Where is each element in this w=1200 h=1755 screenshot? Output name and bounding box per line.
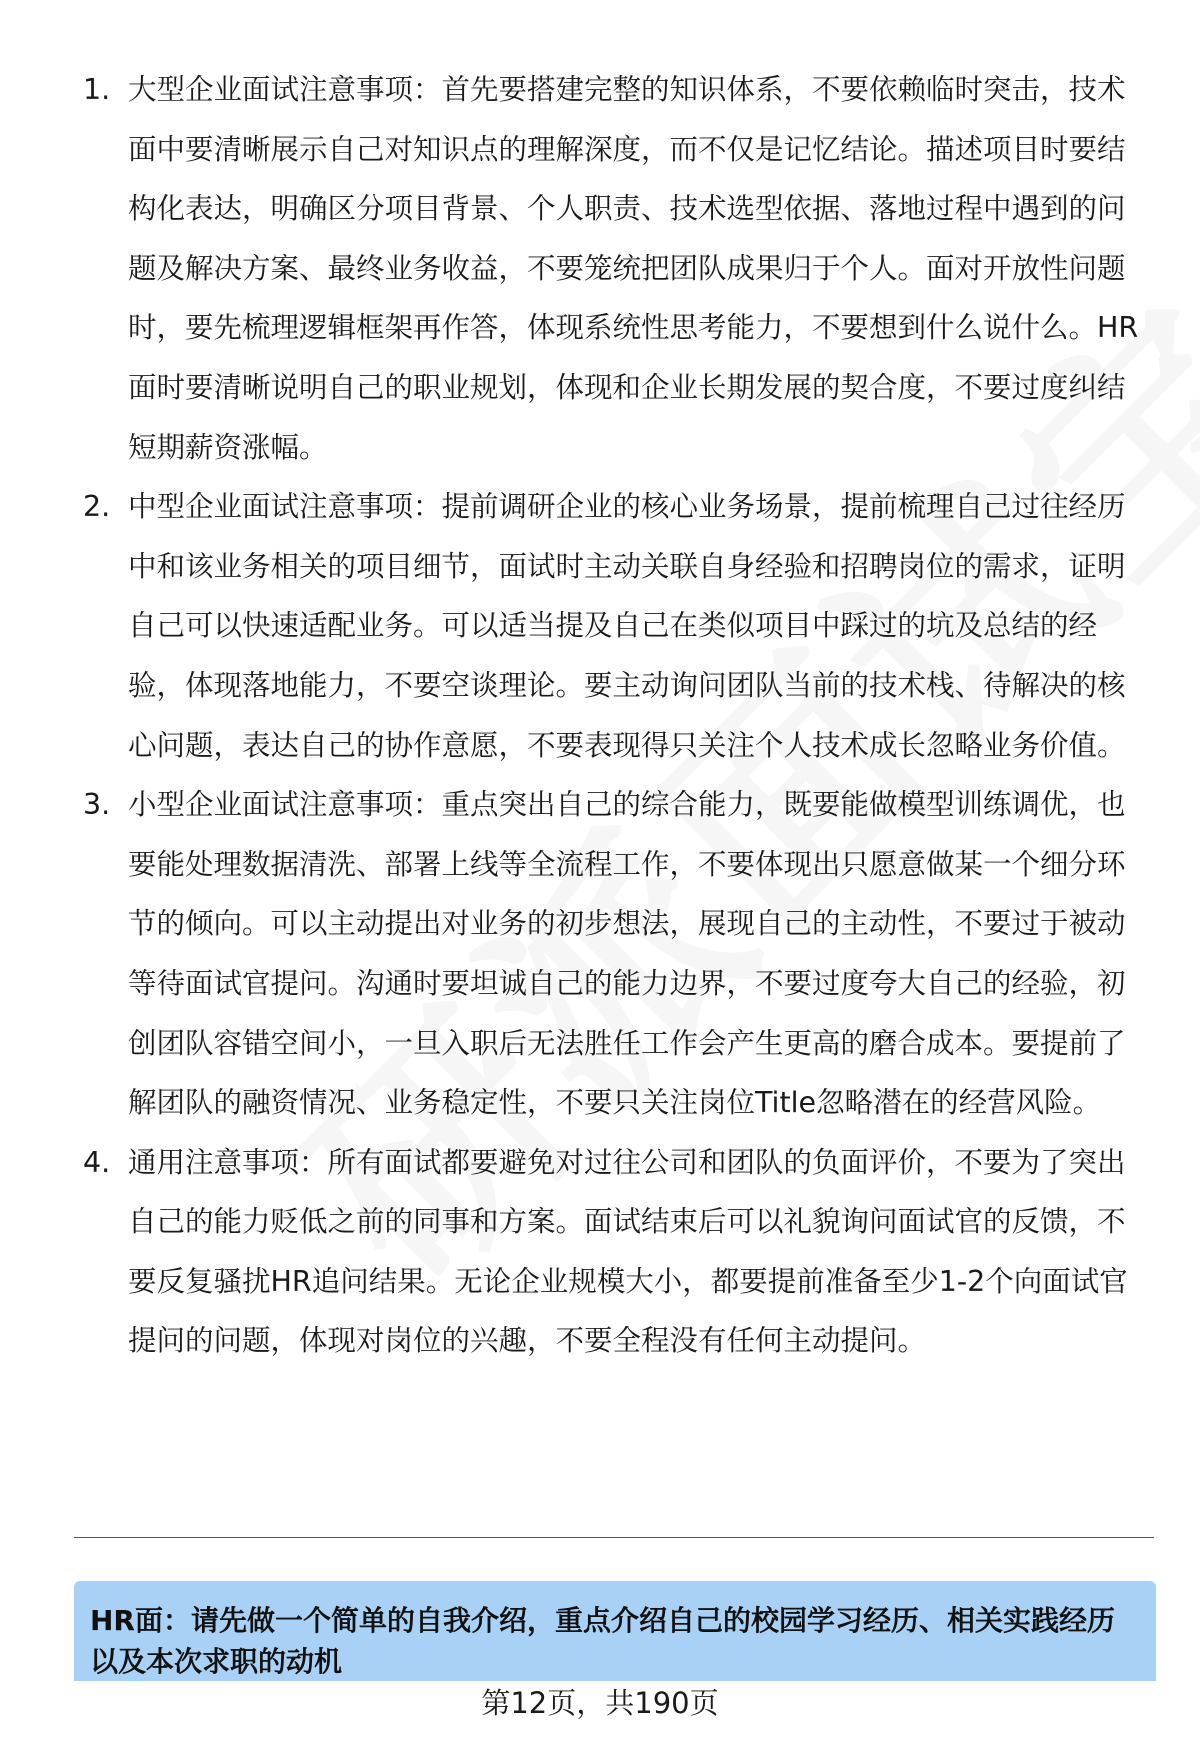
list-item-text: 中型企业面试注意事项：提前调研企业的核心业务场景，提前梳理自己过往经历中和该业务相关的项目细节，面试时主动关联自身经验和招聘岗位的需求，证明自己可以快速适配业务。可以适当提及自己在类似项目中踩过的坑及总结的经验，体现落地能力，不要空谈理论。要主动询问团队当前的技术栈、待解决的核心问题，表达自己的协作意愿，不要表现得只关注个人技术成长忽略业务价值。 [128,490,1126,762]
list-item-text: 通用注意事项：所有面试都要避免对过往公司和团队的负面评价，不要为了突出自己的能力贬低之前的同事和方案。面试结束后可以礼貌询问面试官的反馈，不要反复骚扰HR追问结果。无论企业规模大小，都要提前准备至少1-2个向面试官提问的问题，体现对岗位的兴趣，不要全程没有任何主动提问。 [128,1145,1128,1358]
list-item-number: 2. [83,490,111,524]
list-item [78,477,1148,775]
list-item-number: 4. [83,1145,111,1179]
list-item [78,60,1148,477]
list-item-text: 小型企业面试注意事项：重点突出自己的综合能力，既要能做模型训练调优，也要能处理数据清洗、部署上线等全流程工作，不要体现出只愿意做某一个细分环节的倾向。可以主动提出对业务的初步想法，展现自己的主动性，不要过于被动等待面试官提问。沟通时要坦诚自己的能力边界，不要过度夸大自己的经验，初创团队容错空间小，一旦入职后无法胜任工作会产生更高的磨合成本。要提前了解团队的融资情况、业务稳定性，不要只关注岗位Title忽略潜在的经营风险。 [128,788,1126,1120]
list-item [78,775,1148,1133]
list-item-number: 3. [83,788,111,822]
question-heading: HR面：请先做一个简单的自我介绍，重点介绍自己的校园学习经历、相关实践经历以及本次求职的动机 [90,1604,1115,1678]
question-heading-box [74,1581,1156,1681]
list-item-number: 1. [83,73,111,106]
list-item [78,1133,1148,1371]
notes-list [78,60,1148,1371]
main-content [78,60,1148,1371]
page-number: 第12页，共190页 [481,1686,719,1720]
section-divider [74,1537,1154,1538]
list-item-text: 大型企业面试注意事项：首先要搭建完整的知识体系，不要依赖临时突击，技术面中要清晰展示自己对知识点的理解深度，而不仅是记忆结论。描述项目时要结构化表达，明确区分项目背景、个人职责、技术选型依据、落地过程中遇到的问题及解决方案、最终业务收益，不要笼统把团队成果归于个人。面对开放性问题时，要先梳理逻辑框架再作答，体现系统性思考能力，不要想到什么说什么。HR面时要清晰说明自己的职业规划，体现和企业长期发展的契合度，不要过度纠结短期薪资涨幅。 [128,73,1139,464]
